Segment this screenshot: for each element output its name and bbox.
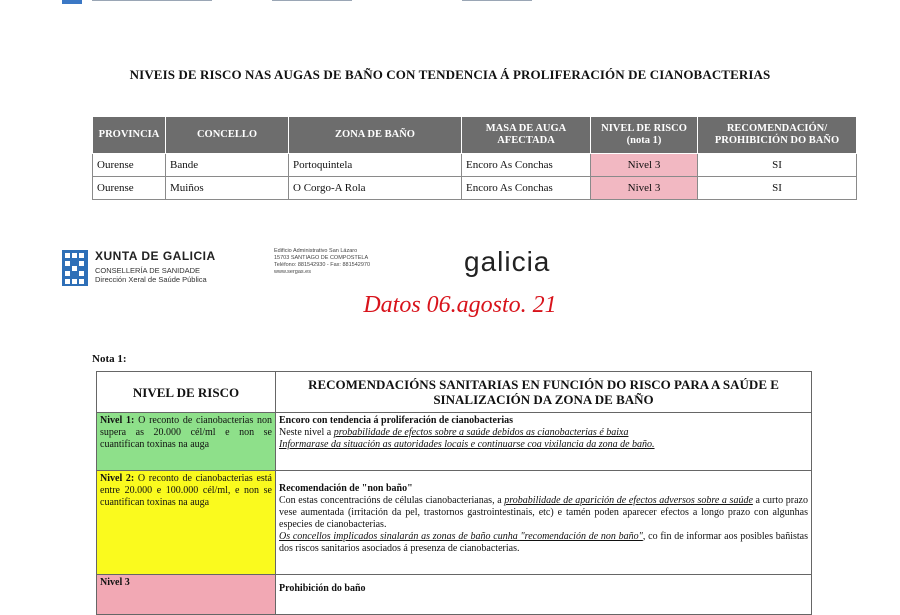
logo-bar — [62, 246, 602, 291]
col-header: PROVINCIA — [93, 117, 166, 154]
recommendation-text: a curto prazo vese aumentada (irritación da pel, trastornos gastrointestinais, etc) e tamén poden aparecer efectos a longo prazo con algunhas especies de cianobacterias. — [279, 495, 808, 530]
risk-table-header — [93, 117, 857, 154]
cell-recomendacion: SI — [698, 177, 857, 200]
recommendation-text-emphasis: Os concellos implicados sinalarán as zonas de baño cunha "recomendación de non baño" — [279, 531, 643, 542]
col-header: NIVEL DE RISCO (nota 1) — [591, 117, 698, 154]
col-header: ZONA DE BAÑO — [289, 117, 462, 154]
cell-zona: Portoquintela — [289, 154, 462, 177]
recommendation-text-emphasis: probabilidade de aparición de efectos adversos sobre a saúde — [504, 495, 753, 506]
cell-provincia: Ourense — [93, 154, 166, 177]
xunta-logo-fragment-icon — [62, 0, 82, 4]
cell-nivel: Nivel 3 — [591, 154, 698, 177]
col-header-nivel: NIVEL DE RISCO — [97, 372, 276, 413]
recommendation-heading: Recomendación de "non baño" — [279, 483, 413, 494]
level-label: Nivel 2: — [100, 473, 135, 484]
cell-provincia: Ourense — [93, 177, 166, 200]
cell-concello: Bande — [166, 154, 289, 177]
risk-table — [92, 116, 857, 200]
level-row — [97, 413, 812, 471]
recommendation-heading: Prohibición do baño — [279, 583, 366, 594]
address-block — [274, 248, 370, 276]
document-title: NIVEIS DE RISCO NAS AUGAS DE BAÑO CON TENDENCIA Á PROLIFERACIÓN DE CIANOBACTERIAS — [129, 67, 771, 82]
top-header-fragment — [0, 0, 900, 10]
address-line: Teléfono: 881542930 - Fax: 881542970 — [274, 262, 371, 268]
level-row — [97, 471, 812, 575]
recommendation-text: Neste nivel a — [279, 427, 334, 438]
cell-concello: Muiños — [166, 177, 289, 200]
recommendation-text: , co fin de informar aos posibles bañistas dos riscos sanitarios asociados á presenza de cianobacterias. — [279, 531, 808, 554]
cell-zona: O Corgo-A Rola — [289, 177, 462, 200]
recommendations-header — [97, 372, 812, 413]
col-header-recomendacions: RECOMENDACIÓNS SANITARIAS EN FUNCIÓN DO RISCO PARA A SAÚDE E SINALIZACIÓN DA ZONA DE BAÑO — [276, 372, 812, 413]
recommendation-heading: Encoro con tendencia á proliferación de cianobacterias — [279, 415, 514, 426]
recommendation-text: Con estas concentracións de células cianobacterianas, a — [279, 495, 505, 506]
note-label: Nota 1: — [92, 353, 127, 365]
col-header: MASA DE AUGA AFECTADA — [462, 117, 591, 154]
header-text-fragment — [462, 0, 532, 1]
table-row — [93, 154, 857, 177]
level-description: O reconto de cianobacterias non supera as 20.000 cél/ml e non se cuantifican toxinas na auga — [100, 415, 273, 450]
level-1-cell — [97, 413, 276, 471]
address-line: 15703 SANTIAGO DE COMPOSTELA — [274, 255, 369, 261]
recommendation-text-emphasis: Informarase da situación as autoridades locais e continuarse coa vixilancia da zona de baño. — [279, 439, 655, 450]
cell-nivel: Nivel 3 — [591, 177, 698, 200]
col-header: CONCELLO — [166, 117, 289, 154]
xunta-department: CONSELLERÍA DE SANIDADE — [95, 266, 201, 275]
xunta-logo-icon — [62, 250, 88, 286]
col-header: RECOMENDACIÓN/ PROHIBICIÓN DO BAÑO — [698, 117, 857, 154]
table-row — [93, 177, 857, 200]
level-label: Nivel 1: — [100, 415, 135, 426]
recommendation-text-emphasis: probabilidade de efectos sobre a saúde debidos as cianobacterias é baixa — [333, 427, 629, 438]
level-description: O reconto de cianobacterias está entre 20.000 e 100.000 cél/ml, e non se cuantifican toxinas na auga — [100, 473, 272, 508]
header-text-fragment — [272, 0, 352, 1]
level-2-recommendation — [276, 471, 812, 575]
galicia-logo: galicia — [464, 246, 551, 277]
level-label: Nivel 3 — [100, 577, 130, 588]
cell-masa: Encoro As Conchas — [462, 177, 591, 200]
address-line: www.sergas.es — [274, 269, 311, 275]
xunta-name: XUNTA DE GALICIA — [95, 249, 216, 263]
cell-masa: Encoro As Conchas — [462, 154, 591, 177]
address-line: Edificio Administrativo San Lázaro — [274, 248, 358, 254]
cell-recomendacion: SI — [698, 154, 857, 177]
xunta-directorate: Dirección Xeral de Saúde Pública — [95, 275, 207, 284]
recommendations-table — [96, 371, 812, 615]
header-text-fragment — [92, 0, 212, 1]
level-1-recommendation — [276, 413, 812, 471]
level-2-cell — [97, 471, 276, 575]
date-line: Datos 06.agosto. 21 — [363, 292, 557, 318]
